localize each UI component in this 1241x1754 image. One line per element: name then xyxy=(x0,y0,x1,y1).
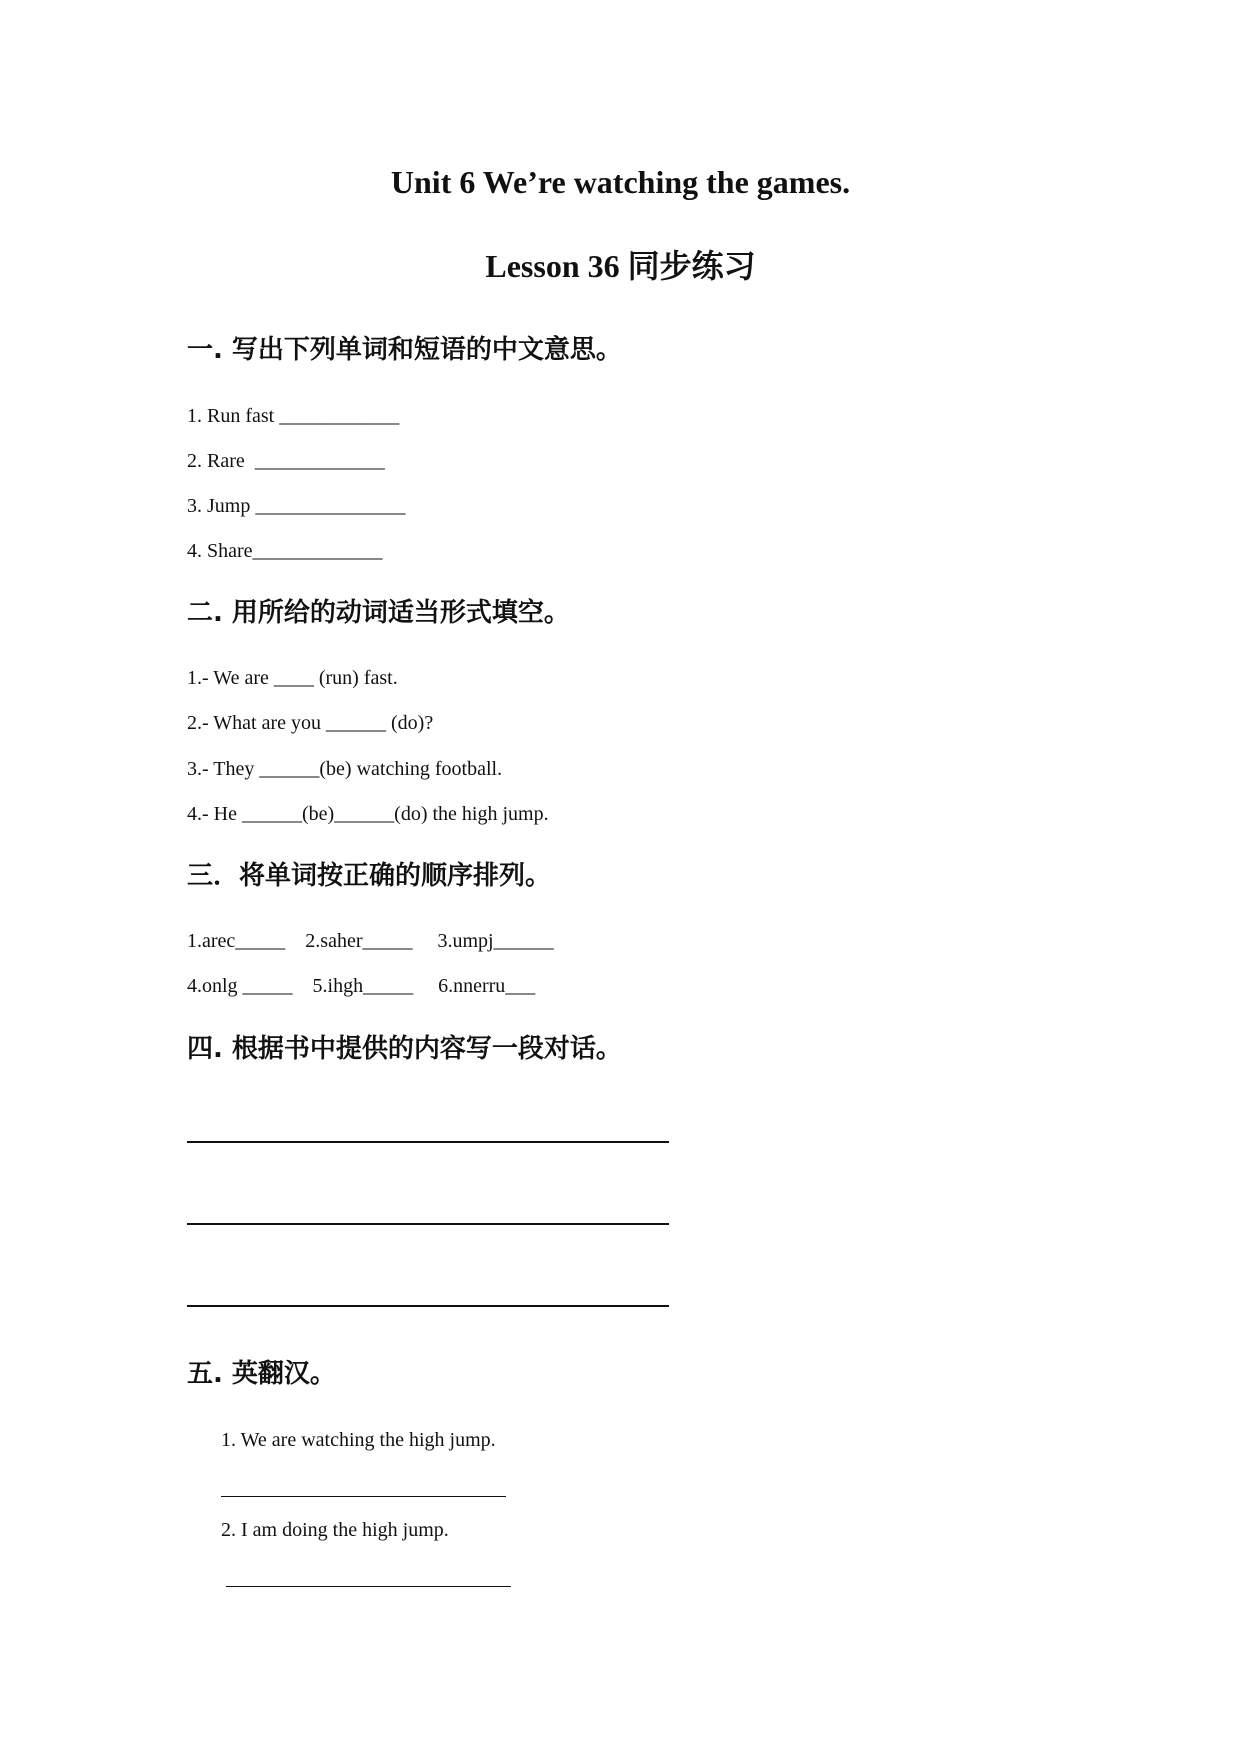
translation-line-2 xyxy=(226,1586,511,1587)
section-5-heading: 五. 英翻汉。 xyxy=(187,1359,336,1389)
section-3-heading: 三．将单词按正确的顺序排列。 xyxy=(187,861,552,891)
translation-line-1 xyxy=(221,1496,506,1497)
section-5-item-1: 1. We are watching the high jump. xyxy=(221,1429,496,1451)
section-2-item-1: 1.- We are ____ (run) fast. xyxy=(187,667,398,689)
page-subtitle: Lesson 36 同步练习 xyxy=(485,248,756,284)
section-2-item-4: 4.- He ______(be)______(do) the high jump. xyxy=(187,803,549,825)
section-1-item-4: 4. Share_____________ xyxy=(187,540,383,562)
section-4-heading: 四. 根据书中提供的内容写一段对话。 xyxy=(187,1034,622,1064)
section-1-item-2: 2. Rare _____________ xyxy=(187,450,385,472)
section-5-item-2: 2. I am doing the high jump. xyxy=(221,1519,449,1541)
section-3-row-1: 1.arec_____ 2.saher_____ 3.umpj______ xyxy=(187,930,554,952)
section-1-item-1: 1. Run fast ____________ xyxy=(187,405,400,427)
page-title: Unit 6 We’re watching the games. xyxy=(390,164,851,200)
answer-line-3 xyxy=(187,1305,669,1307)
section-1-heading: 一. 写出下列单词和短语的中文意思。 xyxy=(187,335,622,365)
answer-line-2 xyxy=(187,1223,669,1225)
section-2-item-2: 2.- What are you ______ (do)? xyxy=(187,712,434,734)
section-2-item-3: 3.- They ______(be) watching football. xyxy=(187,758,503,780)
section-3-row-2: 4.onlg _____ 5.ihgh_____ 6.nnerru___ xyxy=(187,975,536,997)
section-2-heading: 二. 用所给的动词适当形式填空。 xyxy=(187,598,570,628)
answer-line-1 xyxy=(187,1141,669,1143)
section-1-item-3: 3. Jump _______________ xyxy=(187,495,406,517)
